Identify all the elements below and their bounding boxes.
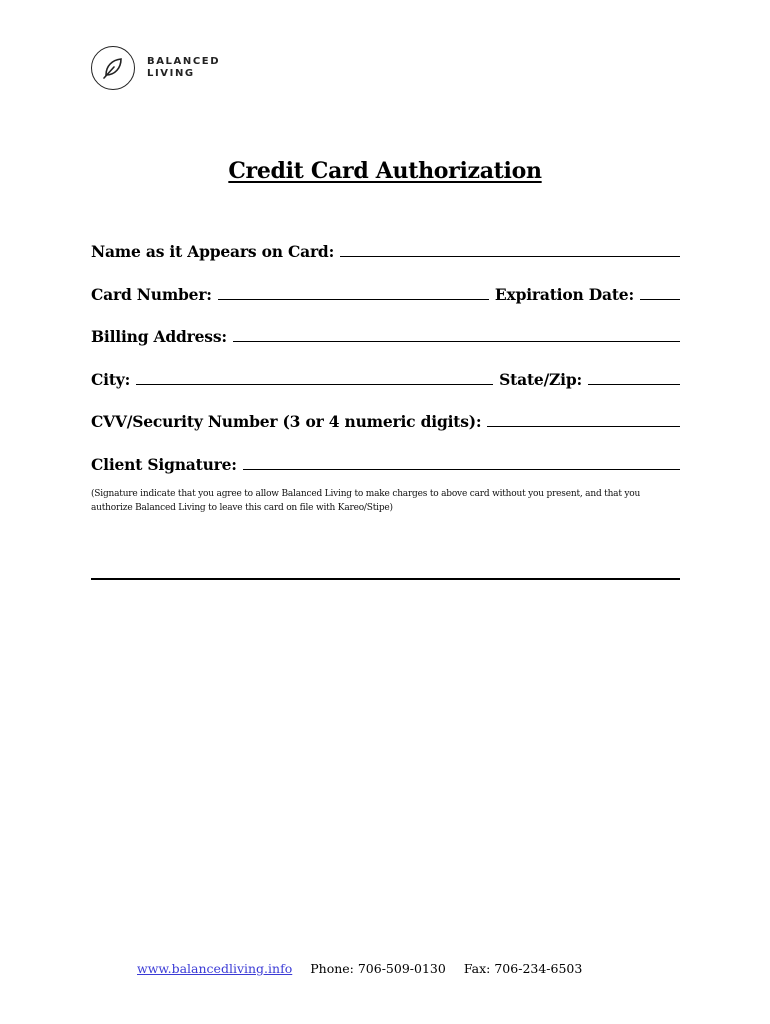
company-logo [91, 46, 220, 90]
expiration-field[interactable] [640, 298, 680, 300]
card-number-field[interactable] [218, 298, 489, 300]
name-field[interactable] [340, 255, 680, 257]
billing-address-field[interactable] [233, 340, 680, 342]
footer [137, 961, 582, 976]
expiration-label: Expiration Date: [494, 285, 634, 304]
logo-wordmark [147, 56, 220, 80]
cvv-row [91, 412, 680, 431]
city-row [91, 370, 680, 389]
logo-line-2: LIVING [147, 68, 195, 79]
signature-line[interactable] [91, 578, 680, 580]
leaf-icon [91, 46, 135, 90]
cvv-field[interactable] [487, 425, 680, 427]
name-row [91, 242, 680, 261]
billing-row [91, 327, 680, 346]
state-zip-field[interactable] [588, 383, 680, 385]
page-title: Credit Card Authorization [228, 158, 542, 184]
name-label: Name as it Appears on Card: [91, 242, 335, 261]
signature-note: (Signature indicate that you agree to allow Balanced Living to make charges to above card without you present, and that you authorize Balanced Living to leave this card on file with Kareo/Stipe) [91, 489, 641, 513]
card-number-label: Card Number: [91, 285, 212, 304]
city-field[interactable] [136, 383, 493, 385]
state-zip-label: State/Zip: [499, 370, 582, 389]
footer-phone: Phone: 706-509-0130 [310, 961, 446, 976]
billing-address-label: Billing Address: [91, 327, 227, 346]
logo-line-1: BALANCED [147, 56, 221, 67]
signature-row [91, 455, 680, 474]
card-row [91, 285, 680, 304]
website-link[interactable]: www.balancedliving.info [137, 961, 293, 976]
client-signature-field[interactable] [243, 468, 680, 470]
city-label: City: [91, 370, 131, 389]
footer-fax: Fax: 706-234-6503 [463, 961, 583, 976]
client-signature-label: Client Signature: [91, 455, 237, 474]
cvv-label: CVV/Security Number (3 or 4 numeric digits): [91, 412, 482, 431]
